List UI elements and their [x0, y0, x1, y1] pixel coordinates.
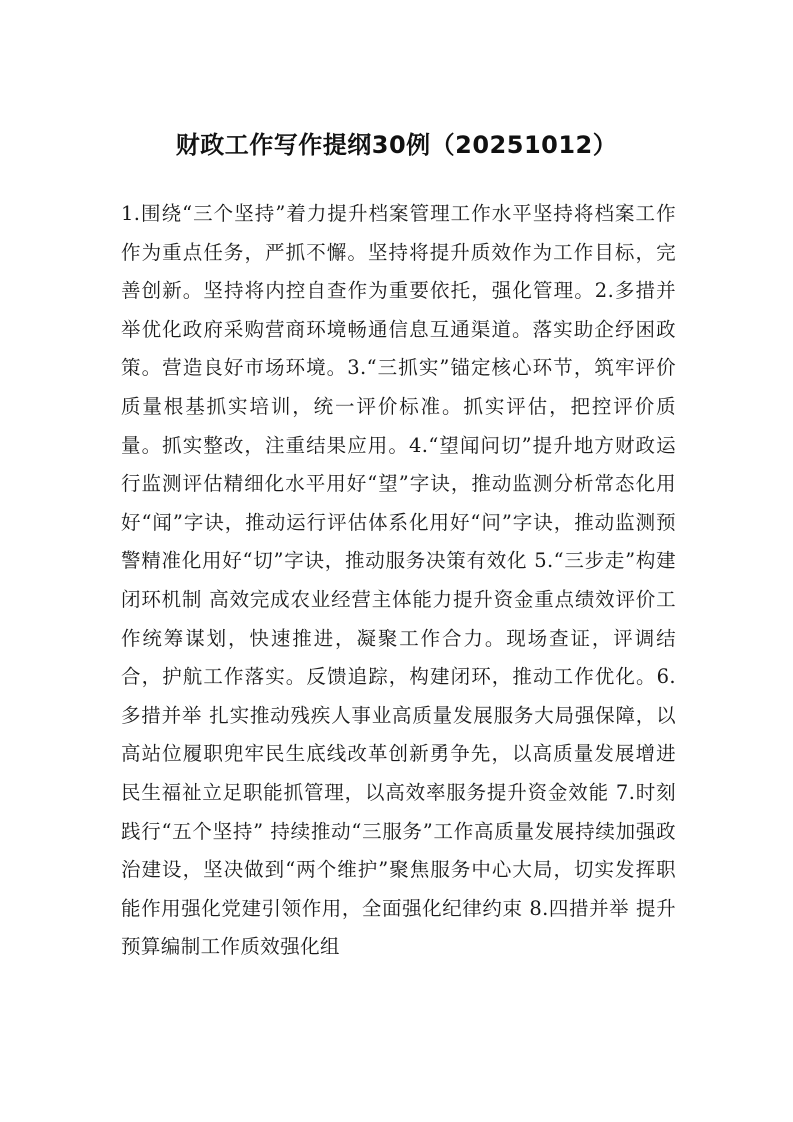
document-body-paragraph: 1.围绕“三个坚持”着力提升档案管理工作水平坚持将档案工作作为重点任务，严抓不懈。坚持将提升质效作为工作目标，完善创新。坚持将内控自查作为重要依托，强化管理。2.多措并举优化政府采购营商环境畅通信息互通渠道。落实助企纾困政策。营造良好市场环境。3.“三抓实”锚定核心环节，筑牢评价质量根基抓实培训，统一评价标准。抓实评估，把控评价质量。抓实整改，注重结果应用。4.“望闻问切”提升地方财政运行监测评估精细化水平用好“望”字诀，推动监测分析常态化用好“闻”字诀，推动运行评估体系化用好“问”字诀，推动监测预警精准化用好“切”字诀，推动服务决策有效化 5.“三步走”构建闭环机制 高效完成农业经营主体能力提升资金重点绩效评价工作统筹谋划，快速推进，凝聚工作合力。现场查证，评调结合，护航工作落实。反馈追踪，构建闭环，推动工作优化。6.多措并举 扎实推动残疾人事业高质量发展服务大局强保障，以高站位履职兜牢民生底线改革创新勇争先，以高质量发展增进民生福祉立足职能抓管理，以高效率服务提升资金效能 7.时刻践行“五个坚持” 持续推动“三服务”工作高质量发展持续加强政治建设，坚决做到“两个维护”聚焦服务中心大局，切实发挥职能作用强化党建引领作用，全面强化纪律约束 8.四措并举 提升预算编制工作质效强化组	[121, 202, 676, 959]
document-title: 财政工作写作提纲30例（20251012）	[175, 131, 618, 159]
